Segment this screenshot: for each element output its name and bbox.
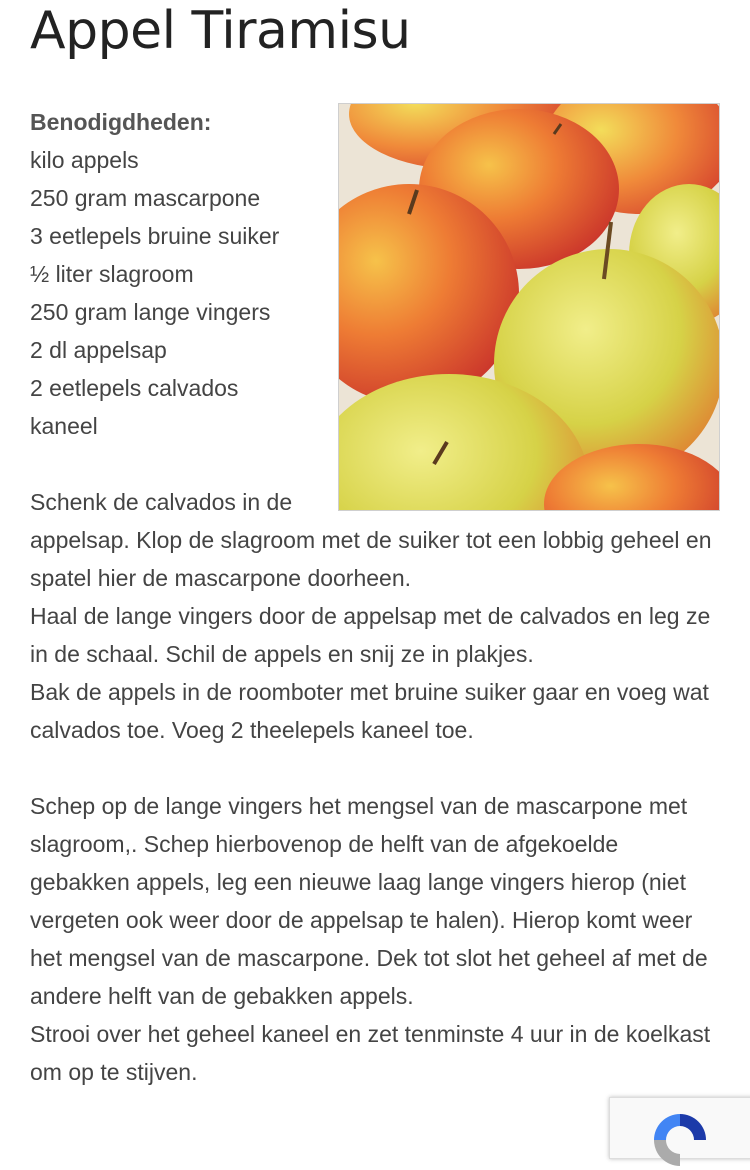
ingredient-item: kaneel [30,413,98,439]
ingredient-item: kilo appels [30,147,139,173]
recaptcha-badge[interactable] [609,1097,750,1159]
apples-photo [338,103,720,511]
ingredients-heading: Benodigdheden: [30,109,212,135]
recipe-content [30,103,720,1091]
ingredient-item: 2 dl appelsap [30,337,167,363]
instruction-paragraph: Haal de lange vingers door de appelsap met de calvados en leg ze in de schaal. Schil de appels en snij ze in plakjes. [30,603,711,667]
page-title: Appel Tiramisu [30,1,411,61]
instruction-paragraph: Schenk de calvados in de appelsap. Klop de slagroom met de suiker tot een lobbig geheel en spatel hier de mascarpone doorheen. [30,489,712,591]
instruction-paragraph: Bak de appels in de roomboter met bruine suiker gaar en voeg wat calvados toe. Voeg 2 theelepels kaneel toe. [30,679,709,743]
ingredient-item: 3 eetlepels bruine suiker [30,223,280,249]
ingredient-item: 250 gram mascarpone [30,185,261,211]
ingredient-item: ½ liter slagroom [30,261,194,287]
recaptcha-icon [650,1110,710,1170]
ingredient-item: 250 gram lange vingers [30,299,271,325]
instruction-paragraph: Schep op de lange vingers het mengsel van de mascarpone met slagroom,. Schep hierbovenop de helft van de afgekoelde gebakken appels, leg een nieuwe laag lange vingers hierop (niet vergeten ook weer door de appelsap te halen). Hierop komt weer het mengsel van de mascarpone. Dek tot slot het geheel af met de andere helft van de gebakken appels. [30,793,708,1009]
spacer [30,749,720,787]
instruction-paragraph: Strooi over het geheel kaneel en zet tenminste 4 uur in de koelkast om op te stijven. [30,1021,711,1085]
ingredient-item: 2 eetlepels calvados [30,375,239,401]
